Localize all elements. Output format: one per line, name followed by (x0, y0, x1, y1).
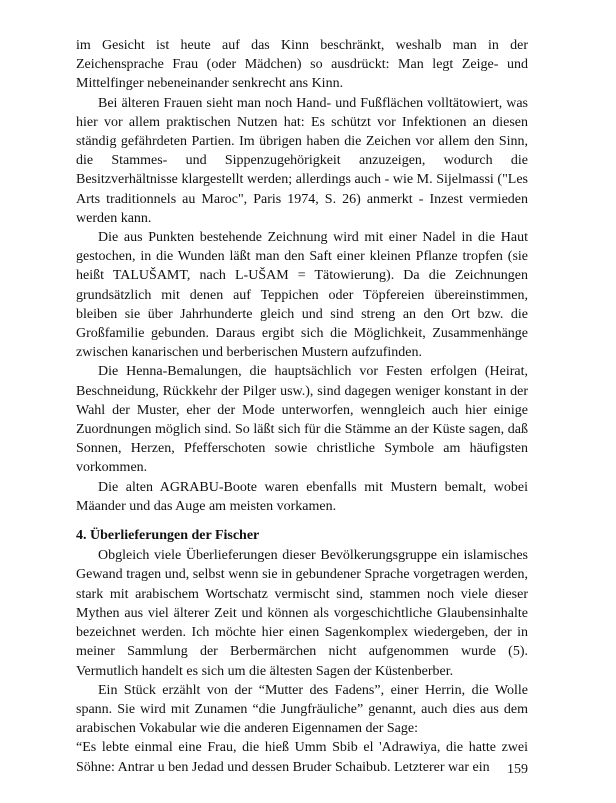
paragraph: Ein Stück erzählt von der “Mutter des Fadens”, einer Herrin, die Wolle spann. Sie wird mit Zunamen “die Jungfräuliche” genannt, auch dies aus dem arabischen Vokabular wie die anderen Eigennamen der Sage: (76, 682, 528, 737)
section-heading: 4. Überlieferungen der Fischer (76, 528, 260, 544)
paragraph: Die Henna-Bemalungen, die hauptsächlich vor Festen erfolgen (Heirat, Beschneidung, Rückkehr der Pilger usw.), sind dagegen weniger konstant in der Wahl der Muster, eher der Mode unterworfen, wenngleich auch hier einige Zuordnungen möglich sind. So läßt sich für die Stämme an der Küste sagen, daß Sonnen, Herzen, Pfefferschoten sowie christliche Symbole am häufigsten vorkommen. (76, 364, 528, 476)
page-number: 159 (507, 762, 528, 777)
paragraph: “Es lebte einmal eine Frau, die hieß Umm Sbib el 'Adrawiya, die hatte zwei Söhne: Antrar u ben Jedad und dessen Bruder Schaibub. Letzterer war ein (76, 740, 528, 775)
paragraph: Die alten AGRABU-Boote waren ebenfalls mit Mustern bemalt, wobei Mäander und das Auge am meisten vorkamen. (76, 479, 528, 514)
body-text (76, 36, 528, 777)
paragraph: Die aus Punkten bestehende Zeichnung wird mit einer Nadel in die Haut gestochen, in die Wunden läßt man den Saft einer kleinen Pflanze tropfen (sie heißt TALUŠAMT, nach L-UŠAM = Tätowierung). Da die Zeichnungen grundsätzlich mit denen auf Teppichen oder Töpfereien übereinstimmen, bleiben sie über Jahrhunderte gleich und sind streng an den Ort bzw. die Großfamilie gebunden. Daraus ergibt sich die Möglichkeit, Zusammenhänge zwischen kanarischen und berberischen Mustern aufzufinden. (76, 230, 528, 361)
paragraph: Bei älteren Frauen sieht man noch Hand- und Fußflächen volltätowiert, was hier vor allem praktischen Nutzen hat: Es schützt vor Infektionen an diesen ständig gefährdeten Partien. Im übrigen haben die Zeichen vor allem den Sinn, die Stammes- und Sippenzugehörigkeit anzuzeigen, wodurch die Besitzverhältnisse klargestellt werden; allerdings auch - wie M. Sijelmassi ("Les Arts traditionnels au Maroc", Paris 1974, S. 26) anmerkt - Inzest vermieden werden kann. (76, 95, 528, 226)
paragraph: im Gesicht ist heute auf das Kinn beschränkt, weshalb man in der Zeichensprache Frau (oder Mädchen) so ausdrückt: Man legt Zeige- und Mittelfinger nebeneinander senkrecht ans Kinn. (76, 38, 528, 92)
paragraph: Obgleich viele Überlieferungen dieser Bevölkerungsgruppe ein islamisches Gewand tragen und, selbst wenn sie in gebundener Sprache vorgetragen werden, stark mit arabischem Wortschatz vermischt sind, stammen noch viele dieser Mythen aus viel älterer Zeit und können als vorgeschichtliche Glaubensinhalte bezeichnet werden. Ich möchte hier einen Sagenkomplex wiedergeben, der in meiner Sammlung der Berbermärchen nicht aufgenommen wurde (5). Vermutlich handelt es sich um die ältesten Sagen der Küstenberber. (76, 548, 528, 679)
